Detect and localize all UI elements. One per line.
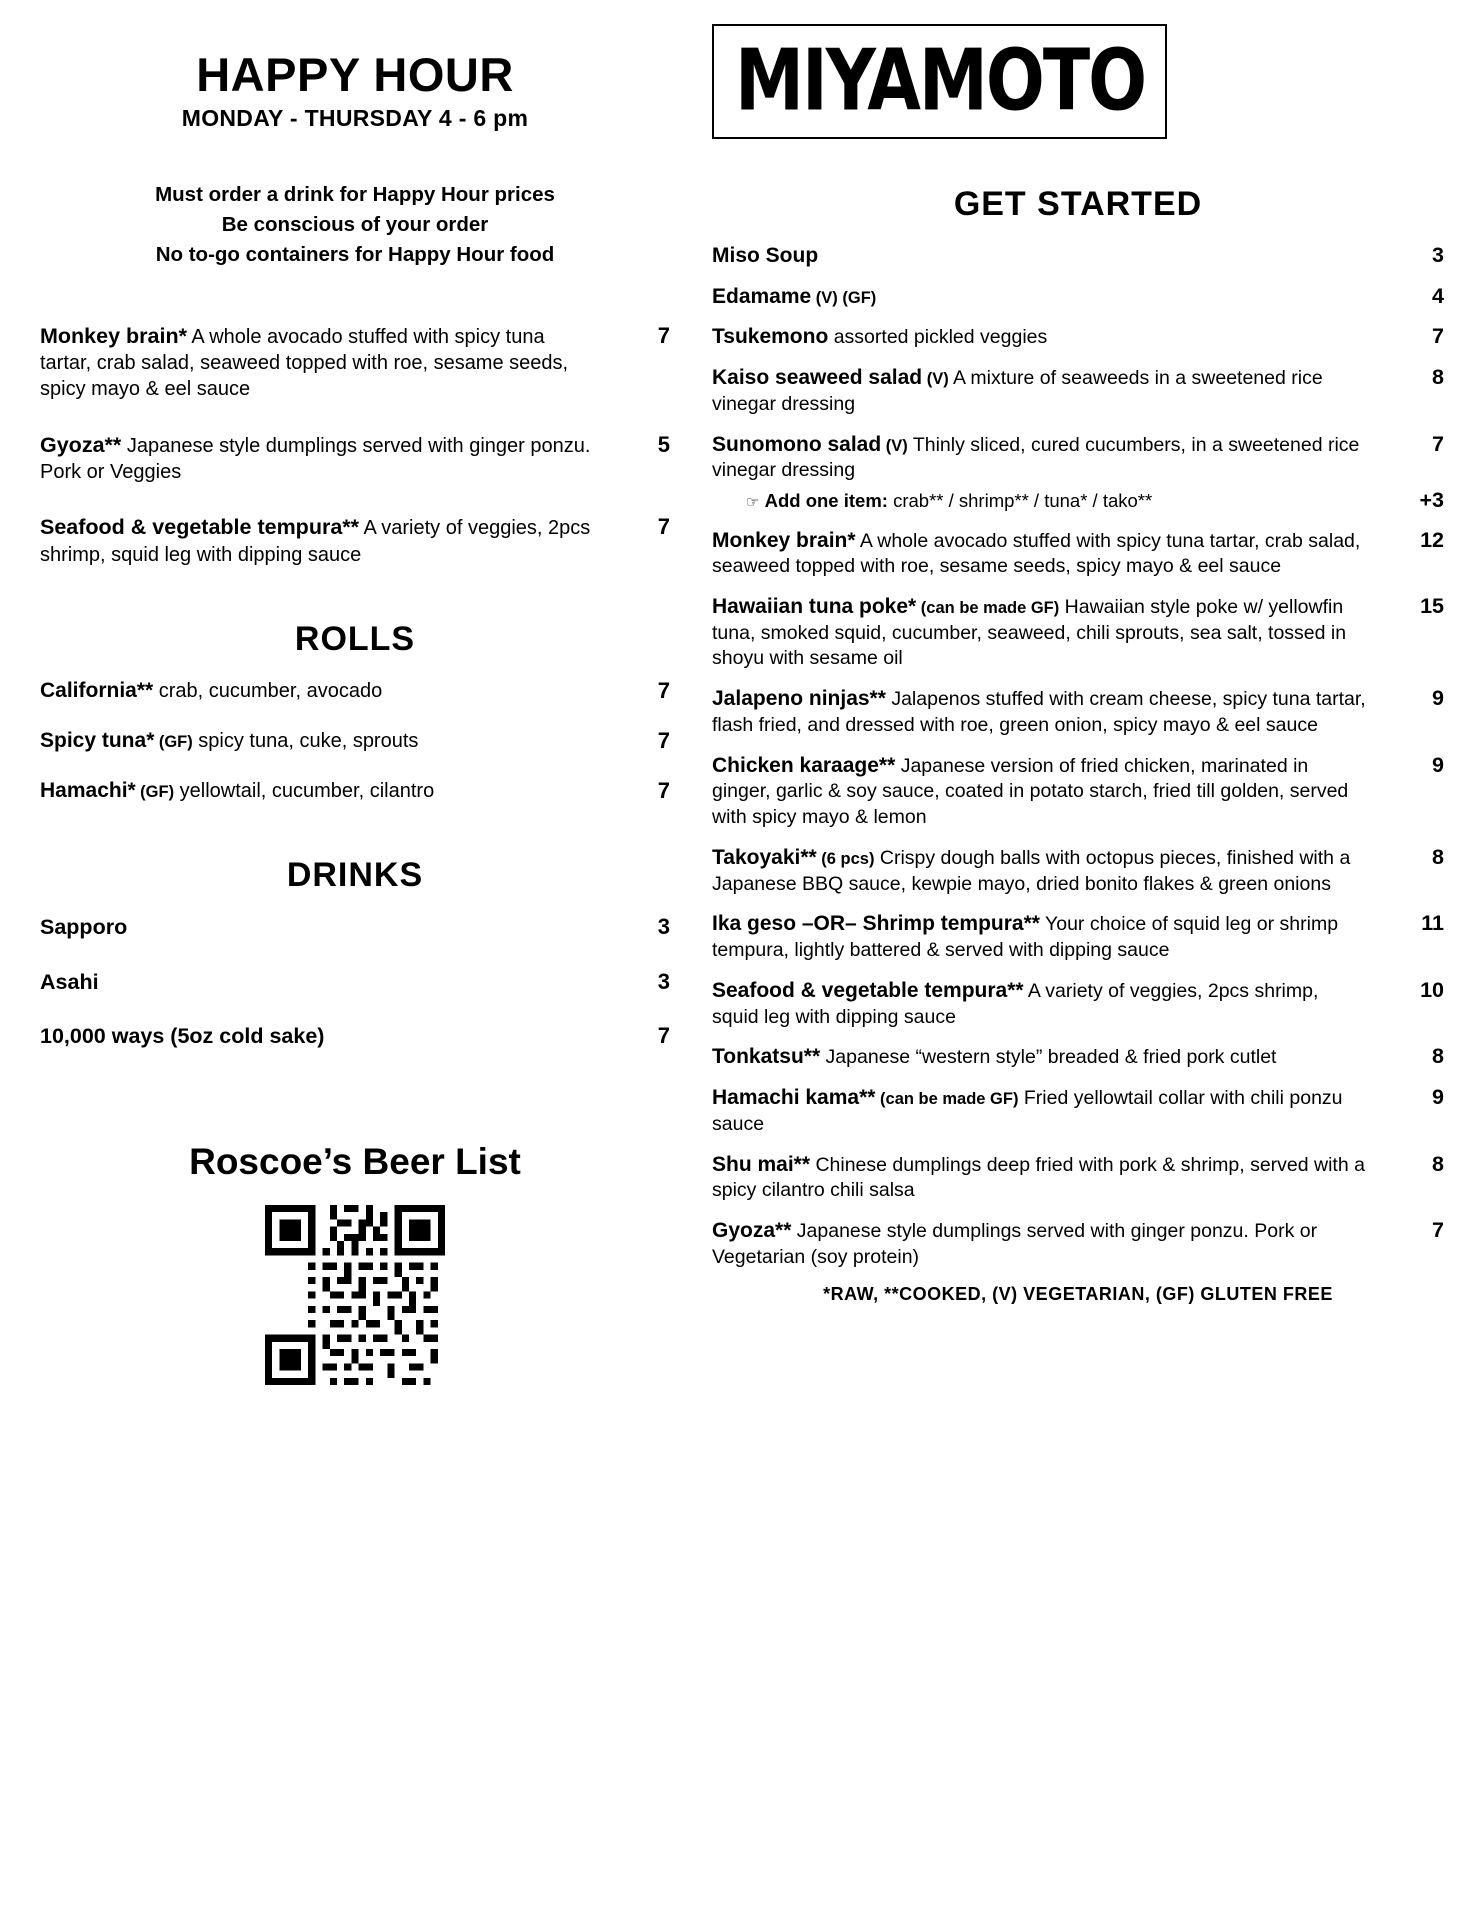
menu-item-name: Ika geso –OR– Shrimp tempura** bbox=[712, 912, 1040, 936]
menu-item-desc: Japanese style dumplings served with ginger ponzu. Pork or Veggies bbox=[40, 434, 591, 484]
logo-text: MIYAMOTO bbox=[734, 32, 1145, 131]
menu-item-text bbox=[40, 727, 610, 755]
happy-hour-subtitle: MONDAY - THURSDAY 4 - 6 pm bbox=[181, 105, 529, 132]
menu-item-desc: A whole avocado stuffed with spicy tuna tartar, crab salad, seaweed topped with roe, sesame seeds, spicy mayo & eel sauce bbox=[40, 325, 569, 401]
menu-item-price: 10 bbox=[1420, 977, 1444, 1002]
menu-item bbox=[712, 844, 1444, 897]
menu-item-name: California** bbox=[40, 679, 154, 703]
menu-item-name: Seafood & vegetable tempura** bbox=[712, 978, 1024, 1002]
menu-item-price: 3 bbox=[1432, 243, 1444, 267]
menu-item-name: Miso Soup bbox=[712, 244, 819, 267]
menu-item-text bbox=[712, 1084, 1382, 1137]
menu-item-text bbox=[712, 1217, 1382, 1270]
menu-item-text bbox=[712, 910, 1382, 963]
menu-item-price: 8 bbox=[1432, 365, 1444, 390]
restaurant-logo bbox=[712, 24, 1167, 139]
menu-item-name: Takoyaki** bbox=[712, 845, 817, 869]
addon-text bbox=[712, 489, 1382, 513]
menu-item-desc: A mixture of seaweeds in a sweetened rice vinegar dressing bbox=[712, 367, 1323, 415]
menu-item bbox=[40, 322, 670, 403]
happy-hour-note: Must order a drink for Happy Hour prices bbox=[155, 183, 555, 207]
menu-item-desc: assorted pickled veggies bbox=[828, 326, 1048, 349]
menu-item-name: Tsukemono bbox=[712, 325, 829, 349]
menu-item-text bbox=[712, 242, 1382, 270]
menu-item bbox=[40, 777, 670, 805]
menu-item bbox=[712, 431, 1444, 484]
addon-label: Add one item: bbox=[764, 490, 888, 512]
menu-item-text bbox=[40, 322, 610, 403]
menu-item-price: 3 bbox=[657, 968, 670, 994]
menu-item bbox=[712, 1084, 1444, 1137]
menu-item-text bbox=[712, 431, 1382, 484]
menu-item-name: Monkey brain* bbox=[712, 528, 856, 552]
menu-item-price: 9 bbox=[1432, 1085, 1444, 1110]
menu-item bbox=[40, 513, 670, 568]
menu-item bbox=[712, 1151, 1444, 1204]
menu-item-name: Edamame bbox=[712, 284, 812, 308]
menu-item-price: 9 bbox=[1432, 686, 1444, 711]
menu-item-name: Jalapeno ninjas** bbox=[712, 687, 886, 711]
addon-options: crab** / shrimp** / tuna* / tako** bbox=[887, 490, 1153, 512]
menu-item-text bbox=[40, 913, 610, 941]
happy-hour-notes bbox=[40, 180, 670, 269]
menu-item-desc: Thinly sliced, cured cucumbers, in a sweetened rice vinegar dressing bbox=[712, 433, 1360, 482]
menu-item-desc: Jalapenos stuffed with cream cheese, spicy tuna tartar, flash fried, and dressed with roe, green onion, spicy mayo & eel sauce bbox=[712, 688, 1366, 736]
menu-item bbox=[712, 242, 1444, 270]
menu-item-name: Sunomono salad bbox=[712, 432, 882, 456]
menu-item bbox=[712, 910, 1444, 963]
qr-code-wrapper[interactable] bbox=[40, 1205, 670, 1385]
menu-item-name: 10,000 ways (5oz cold sake) bbox=[40, 1024, 325, 1049]
legend-footer: *RAW, **COOKED, (V) VEGETARIAN, (GF) GLUTEN FREE bbox=[823, 1284, 1333, 1305]
menu-item bbox=[712, 685, 1444, 738]
menu-item-text bbox=[40, 431, 610, 486]
menu-item-desc: Japanese “western style” breaded & fried pork cutlet bbox=[820, 1046, 1277, 1069]
menu-item-tag: (V) bbox=[881, 436, 908, 455]
menu-item bbox=[712, 593, 1444, 672]
menu-item-name: Hawaiian tuna poke* bbox=[712, 595, 917, 619]
menu-item bbox=[712, 1217, 1444, 1270]
menu-item-name: Asahi bbox=[40, 969, 99, 994]
menu-item-text bbox=[712, 323, 1382, 351]
menu-item-price: 12 bbox=[1420, 527, 1444, 552]
menu-item-price: 4 bbox=[1432, 283, 1444, 308]
menu-item-name: Kaiso seaweed salad bbox=[712, 366, 923, 390]
drinks-items bbox=[40, 913, 670, 1050]
menu-item-price: 8 bbox=[1432, 1151, 1444, 1176]
get-started-section-title: GET STARTED bbox=[953, 185, 1203, 223]
menu-item-price: 15 bbox=[1420, 594, 1444, 619]
menu-item-tag: (GF) bbox=[158, 732, 193, 751]
menu-item-tag: (V) (GF) bbox=[811, 288, 877, 307]
menu-item bbox=[712, 323, 1444, 351]
menu-item-tag: (6 pcs) bbox=[816, 849, 875, 868]
menu-item-text bbox=[40, 777, 610, 805]
menu-item-addon bbox=[712, 487, 1444, 513]
menu-item-text bbox=[712, 593, 1382, 672]
menu-item bbox=[40, 968, 670, 996]
menu-item-name: Gyoza** bbox=[40, 432, 122, 457]
menu-item bbox=[40, 677, 670, 705]
menu-item bbox=[40, 727, 670, 755]
menu-item-desc: Your choice of squid leg or shrimp tempura, lightly battered & served with dipping sauce bbox=[712, 913, 1339, 962]
happy-hour-note: Be conscious of your order bbox=[221, 213, 489, 237]
menu-item-text bbox=[712, 752, 1382, 831]
menu-item-text bbox=[712, 1151, 1382, 1204]
menu-item-tag: (V) bbox=[922, 370, 949, 389]
menu-item-desc: spicy tuna, cuke, sprouts bbox=[192, 729, 419, 752]
menu-item bbox=[712, 283, 1444, 311]
menu-item-text bbox=[40, 1022, 610, 1050]
menu-item-text bbox=[712, 364, 1382, 417]
menu-item-price: 11 bbox=[1421, 911, 1444, 936]
happy-hour-title: HAPPY HOUR bbox=[196, 48, 514, 101]
menu-item bbox=[712, 752, 1444, 831]
beer-list-title: Roscoe’s Beer List bbox=[189, 1140, 521, 1182]
menu-item-name: Chicken karaage** bbox=[712, 753, 896, 777]
menu-item-desc: Chinese dumplings deep fried with pork & shrimp, served with a spicy cilantro chili salsa bbox=[712, 1153, 1365, 1202]
menu-item-name: Spicy tuna* bbox=[40, 728, 155, 752]
rolls-items bbox=[40, 677, 670, 804]
get-started-items bbox=[712, 242, 1444, 1270]
menu-item-name: Monkey brain* bbox=[40, 323, 187, 348]
menu-item-text bbox=[712, 685, 1382, 738]
menu-item-name: Tonkatsu** bbox=[712, 1045, 821, 1069]
menu-item-desc: A whole avocado stuffed with spicy tuna tartar, crab salad, seaweed topped with roe, sesame seeds, spicy mayo & eel sauce bbox=[712, 529, 1361, 578]
addon-price: +3 bbox=[1419, 488, 1444, 513]
menu-item-text bbox=[712, 1043, 1382, 1071]
menu-item-price: 5 bbox=[657, 431, 670, 457]
menu-item-tag: (can be made GF) bbox=[875, 1090, 1019, 1109]
menu-item-text bbox=[712, 977, 1382, 1030]
menu-item-price: 7 bbox=[657, 727, 670, 753]
menu-item-price: 8 bbox=[1432, 844, 1444, 869]
rolls-section-title: ROLLS bbox=[294, 620, 416, 659]
menu-item-price: 7 bbox=[1432, 1217, 1444, 1242]
happy-hour-items bbox=[40, 322, 670, 569]
menu-item bbox=[40, 431, 670, 486]
menu-item-tag: (can be made GF) bbox=[916, 599, 1060, 618]
menu-item-desc: Japanese style dumplings served with ginger ponzu. Pork or Vegetarian (soy protein) bbox=[712, 1219, 1318, 1268]
right-column bbox=[690, 10, 1454, 1920]
left-column bbox=[30, 10, 690, 1920]
menu-item-text bbox=[712, 283, 1382, 311]
menu-item-text bbox=[40, 513, 610, 568]
menu-item bbox=[712, 527, 1444, 580]
menu-item-price: 8 bbox=[1432, 1044, 1444, 1069]
menu-item-desc: A variety of veggies, 2pcs shrimp, squid leg with dipping sauce bbox=[40, 517, 591, 566]
menu-item-desc: Crispy dough balls with octopus pieces, finished with a Japanese BBQ sauce, kewpie mayo, dried bonito flakes & green onions bbox=[712, 846, 1351, 895]
menu-item-name: Hamachi kama** bbox=[712, 1086, 876, 1110]
menu-item-price: 7 bbox=[657, 1023, 670, 1049]
menu-item-name: Seafood & vegetable tempura** bbox=[40, 515, 360, 540]
menu-item bbox=[712, 977, 1444, 1030]
menu-item-name: Gyoza** bbox=[712, 1218, 792, 1242]
menu-item-price: 7 bbox=[657, 322, 670, 348]
menu-item bbox=[712, 1043, 1444, 1071]
menu-item-price: 7 bbox=[657, 514, 670, 540]
menu-item-price: 7 bbox=[657, 777, 670, 803]
menu-item-desc: Fried yellowtail collar with chili ponzu sauce bbox=[712, 1087, 1343, 1135]
menu-item bbox=[712, 364, 1444, 417]
menu-item-text bbox=[712, 527, 1382, 580]
menu-item-text bbox=[40, 677, 610, 705]
menu-item-desc: yellowtail, cucumber, cilantro bbox=[174, 779, 435, 802]
menu-item-desc: crab, cucumber, avocado bbox=[153, 680, 383, 703]
menu-item-price: 9 bbox=[1432, 752, 1444, 777]
happy-hour-note: No to-go containers for Happy Hour food bbox=[155, 242, 555, 266]
menu-item bbox=[40, 913, 670, 941]
menu-item-desc: Japanese version of fried chicken, marinated in ginger, garlic & soy sauce, coated in potato starch, fried till golden, served with spicy mayo & lemon bbox=[712, 754, 1349, 829]
qr-code-icon[interactable] bbox=[265, 1205, 445, 1385]
menu-item-name: Shu mai** bbox=[712, 1152, 811, 1176]
pointer-icon: ☞ bbox=[746, 494, 760, 512]
menu-item-text bbox=[712, 844, 1382, 897]
menu-item-desc: A variety of veggies, 2pcs shrimp, squid leg with dipping sauce bbox=[712, 979, 1319, 1028]
menu-item-tag: (GF) bbox=[140, 782, 175, 801]
menu-item-price: 7 bbox=[1432, 431, 1444, 456]
menu-item-name: Sapporo bbox=[40, 915, 128, 940]
menu-item-price: 7 bbox=[1432, 324, 1444, 349]
menu-item-desc: Hawaiian style poke w/ yellowfin tuna, smoked squid, cucumber, seaweed, chili sprouts, sea salt, tossed in shoyu with sesame oil bbox=[712, 596, 1347, 670]
menu-item-price: 7 bbox=[657, 678, 670, 704]
drinks-section-title: DRINKS bbox=[286, 856, 424, 895]
menu-item-price: 3 bbox=[657, 914, 670, 940]
menu-item-name: Hamachi* bbox=[40, 778, 136, 802]
menu-item-text bbox=[40, 968, 610, 996]
menu-item bbox=[40, 1022, 670, 1050]
